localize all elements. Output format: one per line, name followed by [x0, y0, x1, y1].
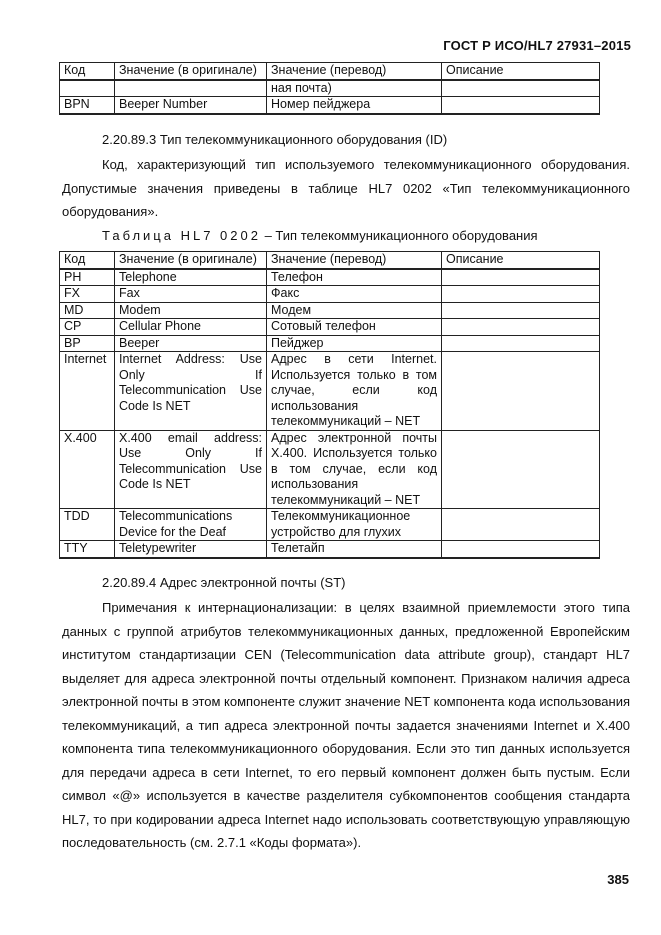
body-paragraph: Код, характеризующий тип используемого телекоммуникационного оборудования. Допустимые значения приведены в таблице HL7 0202 «Тип телекоммуникационного оборудования».: [62, 157, 630, 219]
table-row: [60, 335, 600, 352]
cell-code: PH: [60, 269, 115, 286]
cell-description: [442, 269, 600, 286]
cell-translation: Адрес электронной почты X.400. Используется только в том случае, если код использования телекоммуникаций – NET: [267, 430, 442, 509]
table-row: [60, 286, 600, 303]
cell-original: Cellular Phone: [115, 319, 267, 336]
body-paragraph: Примечания к интернационализации: в целях взаимной приемлемости этого типа данных с группой атрибутов телекоммуникационных данных, предложенной Европейским институтом стандартизации CEN (Telecommunication data attribute group), стандарт HL7 выделяет для адреса электронной почты отдельный компонент. Признаком наличия адреса электронной почты в этом компоненте служит значение NET компонента кода использования телекоммуникаций, а тип адреса электронной почты задается значениями Internet и X.400 компонента типа телекоммуникационного оборудования. Если это тип данных используется для передачи адреса в сети Internet, то его первый компонент должен быть пустым. Если символ «@» используется в качестве разделителя субкомпонентов сообщения стандарта HL7, то при кодировании адреса Internet надо использовать соответствующую управляющую последовательность (см. 2.7.1 «Коды формата»).: [62, 600, 630, 850]
column-header: Значение (перевод): [267, 252, 442, 269]
cell-description: [442, 319, 600, 336]
cell-translation: ная почта): [267, 80, 442, 97]
cell-translation: Телекоммуникационное устройство для глухих: [267, 509, 442, 541]
cell-code: [60, 80, 115, 97]
cell-translation: Адрес в сети Internet. Используется только в том случае, если код использования телекоммуникаций – NET: [267, 352, 442, 431]
cell-translation: Телефон: [267, 269, 442, 286]
cell-original: Teletypewriter: [115, 541, 267, 558]
cell-translation: Номер пейджера: [267, 97, 442, 114]
cell-code: TTY: [60, 541, 115, 558]
cell-description: [442, 541, 600, 558]
table-caption: [102, 228, 538, 243]
section-heading: 2.20.89.4 Адрес электронной почты (ST): [102, 575, 346, 590]
document-header: ГОСТ Р ИСО/HL7 27931–2015: [443, 38, 631, 53]
table-caption-label: Таблица HL7 0202: [102, 228, 261, 243]
table-row: [60, 541, 600, 558]
cell-original: Fax: [115, 286, 267, 303]
table-row: [60, 352, 600, 431]
cell-translation: Сотовый телефон: [267, 319, 442, 336]
cell-code: CP: [60, 319, 115, 336]
table-row: [60, 319, 600, 336]
cell-original: Internet Address: Use Only If Telecommunication Use Code Is NET: [115, 352, 267, 431]
cell-description: [442, 302, 600, 319]
table-header-row: [60, 63, 600, 80]
cell-original: Telecommunications Device for the Deaf: [115, 509, 267, 541]
table-hl7-0202: [59, 251, 600, 559]
cell-description: [442, 335, 600, 352]
table-continuation: [59, 62, 600, 115]
column-header: Значение (в оригинале): [115, 252, 267, 269]
cell-code: Internet: [60, 352, 115, 431]
table-row: [60, 430, 600, 509]
cell-code: TDD: [60, 509, 115, 541]
cell-translation: Пейджер: [267, 335, 442, 352]
table-row: [60, 509, 600, 541]
cell-translation: Телетайп: [267, 541, 442, 558]
cell-code: FX: [60, 286, 115, 303]
cell-description: [442, 509, 600, 541]
cell-description: [442, 430, 600, 509]
cell-original: X.400 email address: Use Only If Telecommunication Use Code Is NET: [115, 430, 267, 509]
column-header: Описание: [442, 63, 600, 80]
table-row: [60, 80, 600, 97]
cell-original: Telephone: [115, 269, 267, 286]
table-row: [60, 269, 600, 286]
column-header: Значение (в оригинале): [115, 63, 267, 80]
cell-description: [442, 286, 600, 303]
table-row: [60, 302, 600, 319]
cell-original: Beeper Number: [115, 97, 267, 114]
table-header-row: [60, 252, 600, 269]
cell-original: Modem: [115, 302, 267, 319]
page-number: 385: [607, 872, 629, 887]
column-header: Код: [60, 63, 115, 80]
cell-original: [115, 80, 267, 97]
cell-description: [442, 97, 600, 114]
cell-code: X.400: [60, 430, 115, 509]
cell-description: [442, 80, 600, 97]
column-header: Код: [60, 252, 115, 269]
cell-translation: Модем: [267, 302, 442, 319]
section-heading: 2.20.89.3 Тип телекоммуникационного оборудования (ID): [102, 132, 448, 147]
cell-original: Beeper: [115, 335, 267, 352]
cell-translation: Факс: [267, 286, 442, 303]
cell-code: BP: [60, 335, 115, 352]
table-row: [60, 97, 600, 114]
column-header: Значение (перевод): [267, 63, 442, 80]
cell-code: BPN: [60, 97, 115, 114]
cell-code: MD: [60, 302, 115, 319]
column-header: Описание: [442, 252, 600, 269]
table-caption-text: – Тип телекоммуникационного оборудования: [260, 228, 538, 243]
cell-description: [442, 352, 600, 431]
